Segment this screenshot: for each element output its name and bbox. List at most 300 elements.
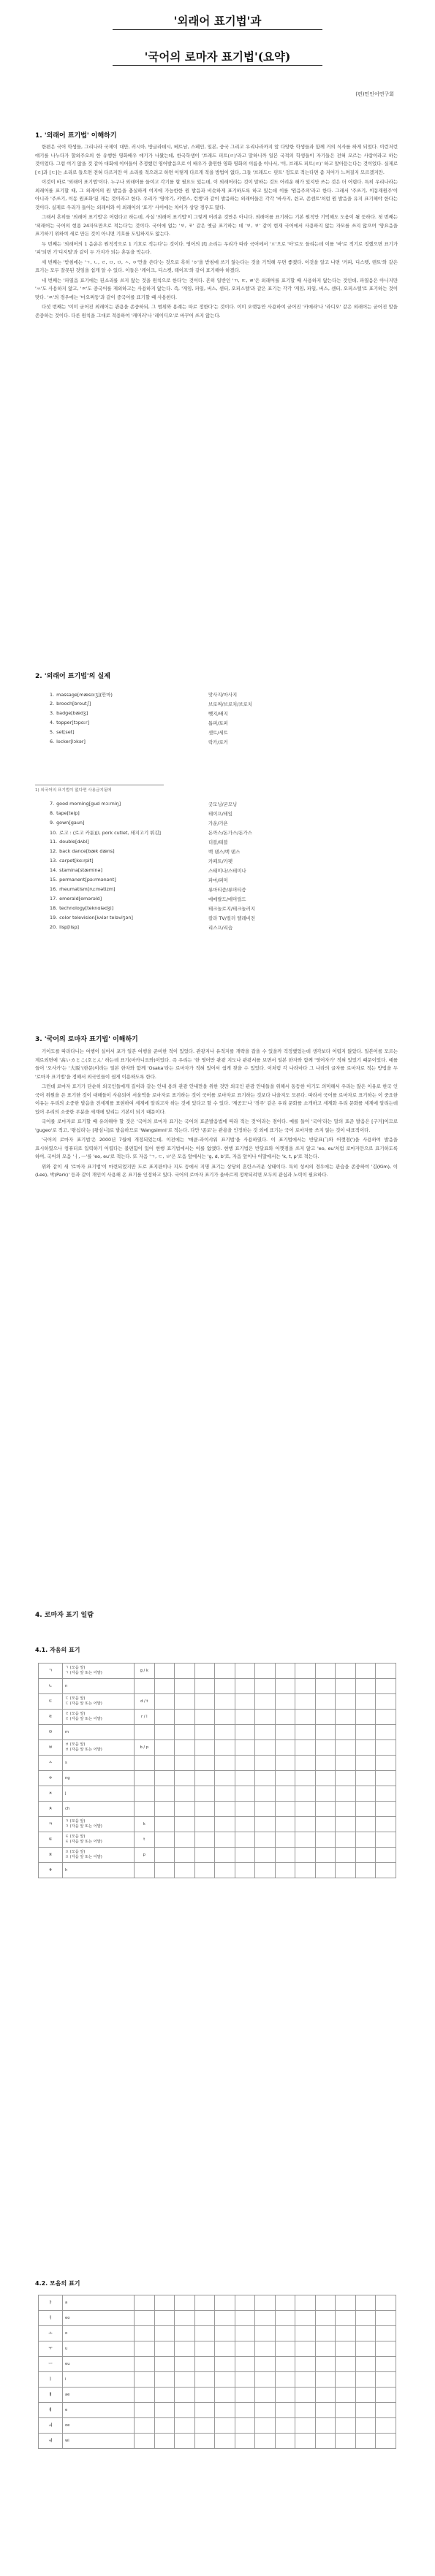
table-cell	[154, 2295, 175, 2311]
table-cell	[275, 1740, 295, 1756]
example-number: 6.	[50, 739, 55, 744]
table-cell: d / t	[135, 1694, 155, 1710]
table-row	[39, 2311, 396, 2326]
table-cell	[215, 1771, 235, 1786]
table-cell	[135, 2326, 155, 2341]
table-cell	[275, 1771, 295, 1786]
table-cell	[275, 1817, 295, 1832]
example-number: 3.	[50, 710, 55, 716]
example-source	[50, 701, 91, 706]
paragraph: 한편은 국어 학생들, 그리나라 국제이 대만, 러시아, 방글라데시, 베트남, 스페인, 일본, 중국 그리고 우리나라까지 앞 다양한 학생들과 함께 거의 식사를 하게 되었다. 이런저런 얘기를 나누다가 할외주오의 한 유행한 영화배우 얘기가 나왔는데, 한국학생이 '브래드 피트(ㄹ)'라고 말하니까 일본 국적의 학생들이 자기들은 전혀 모르는 사람이라고 하는 것이었다. 그럼 여기 앉을 것 같아 대회에 이어들어 추정했던 영어발음으로 이 배우가 출연한 영화 영화의 이름을 이나서, '이, 브래드 피트(ㄹ)' 하고 알아듣는다는 것이었다. 실제로 [ㄹ]과 [ㄷ]는 소리로 들으면 전혀 다르지만 이 소리를 적으려고 하면 이렇게 다르게 적을 방법이 없다, 그들 '브래드ㄷ 핏트' 정도로 적는다면 좀 지어가 느껴질지 모르겠지만.	[35, 144, 398, 175]
example-source	[50, 924, 79, 930]
table-row	[39, 1664, 396, 1679]
table-cell: t	[135, 1832, 155, 1848]
example-spelling-options: 톱퍼/토퍼	[208, 720, 228, 726]
table-cell	[215, 1786, 235, 1802]
example-spelling-options: 돈까스/돈가스/돈가스	[208, 830, 252, 836]
example-word: emerald[emərəld]	[59, 896, 102, 902]
table-cell	[154, 1740, 175, 1756]
table-cell	[355, 1694, 376, 1710]
subsection-vowels-heading: 4.2. 모음의 표기	[35, 2280, 80, 2287]
table-cell	[295, 1694, 316, 1710]
table-cell-letter: ㅋ	[39, 1817, 63, 1832]
paragraph: 세 번째는 '받침에는 'ㄱ, ㄴ, ㄹ, ㅁ, ㅂ, ㅅ, ㅇ'만을 쓴다'는 것으로 흑히 'ㅎ'을 받침에 쓰기 않는다는 것을 기억해 두면 좋겠다. 이것을 알고 나면 '커피, 디스켓, 텐트'와 같은 표기는 모두 잘못된 것임을 쉽게 알 수 있다. 이들은 '케이크, 디스켓, 테이프'와 같이 표기해야 하겠다.	[35, 259, 398, 273]
table-cell	[135, 1863, 155, 1878]
table-cell-label: ㄱ (모음 앞) ㄱ (자음 앞 또는 어말)	[63, 1664, 135, 1679]
table-cell	[255, 2434, 276, 2449]
table-cell	[215, 1694, 235, 1710]
table-cell	[376, 1832, 396, 1848]
table-cell	[255, 2403, 276, 2418]
example-word: carpet[kɑːrpit]	[59, 858, 94, 864]
table-cell	[194, 1740, 215, 1756]
example-spelling-options: 뺏지/배지	[208, 711, 228, 717]
table-cell	[336, 2403, 356, 2418]
table-cell	[255, 1848, 276, 1863]
table-cell	[336, 1756, 356, 1771]
table-row	[39, 1832, 396, 1848]
example-spelling-options: 셋트/세트	[208, 730, 228, 736]
table-cell	[255, 1817, 276, 1832]
table-cell	[215, 2295, 235, 2311]
table-row	[39, 1771, 396, 1786]
section-4-heading: 4. 로마자 표기 일람	[35, 1612, 94, 1619]
table-cell	[355, 2341, 376, 2357]
example-number: 1.	[50, 692, 55, 698]
example-spelling-options: 카페트/카펫	[208, 858, 233, 864]
table-cell	[154, 1848, 175, 1863]
table-cell	[355, 1664, 376, 1679]
table-cell	[315, 1786, 336, 1802]
example-spelling-options: 에메랄드/에머럴드	[208, 896, 246, 902]
table-cell	[355, 1710, 376, 1725]
table-cell	[255, 2341, 276, 2357]
table-cell	[154, 1756, 175, 1771]
table-cell	[215, 2341, 235, 2357]
table-cell	[376, 1710, 396, 1725]
table-cell	[215, 1725, 235, 1740]
table-cell	[376, 1664, 396, 1679]
table-cell	[315, 1802, 336, 1817]
table-cell	[215, 1740, 235, 1756]
section-1-heading: 1. '외래어 표기법' 이해하기	[35, 132, 117, 140]
table-cell	[275, 2341, 295, 2357]
table-cell-label: ng	[63, 1771, 135, 1786]
table-cell	[215, 1756, 235, 1771]
table-cell	[275, 2418, 295, 2434]
table-cell	[194, 1710, 215, 1725]
table-cell-label: m	[63, 1725, 135, 1740]
table-cell	[194, 2434, 215, 2449]
table-cell	[295, 1679, 316, 1694]
table-cell-letter: ㅍ	[39, 1848, 63, 1863]
table-cell	[194, 1832, 215, 1848]
table-cell-letter: ㅐ	[39, 2388, 63, 2403]
table-cell	[154, 1863, 175, 1878]
table-cell	[194, 1694, 215, 1710]
table-cell-letter: ㅔ	[39, 2403, 63, 2418]
example-number: 13.	[50, 858, 58, 864]
table-cell-letter: ㄱ	[39, 1664, 63, 1679]
table-cell	[255, 1802, 276, 1817]
table-cell	[175, 1802, 195, 1817]
table-cell	[215, 2372, 235, 2388]
table-cell	[135, 2295, 155, 2311]
table-cell	[315, 2341, 336, 2357]
table-cell	[154, 1725, 175, 1740]
table-cell	[355, 2326, 376, 2341]
table-cell	[135, 1771, 155, 1786]
table-cell	[154, 2341, 175, 2357]
table-cell: b / p	[135, 1740, 155, 1756]
table-cell	[275, 2434, 295, 2449]
table-cell	[376, 2295, 396, 2311]
table-cell	[295, 1802, 316, 1817]
table-cell	[175, 2418, 195, 2434]
table-cell	[235, 2418, 255, 2434]
example-word: topper[tɔpɑːr]	[56, 720, 90, 725]
table-cell	[175, 2326, 195, 2341]
subsection-consonants-heading: 4.1. 자음의 표기	[35, 1647, 80, 1653]
table-cell	[235, 2326, 255, 2341]
table-cell	[215, 2311, 235, 2326]
table-cell	[194, 2372, 215, 2388]
table-cell	[376, 2418, 396, 2434]
table-cell	[175, 1817, 195, 1832]
table-row	[39, 1756, 396, 1771]
table-cell	[235, 1710, 255, 1725]
table-cell	[295, 1817, 316, 1832]
table-cell	[215, 1848, 235, 1863]
paragraph: 국어를 로마자로 표기할 때 유의해야 할 것은 '국어의 로마자 표기는 국어의 표준발음법에 따라 적는 것'이라는 점이다. 예를 들어 '국어'라는 말의 표준 발음은 [구거]이므로 'gugeo'로 적고, '왕십리'는 [왕심니]로 발음하므로 'Wangsimni'로 적는다. 다만 '종로'는 관용을 인정하는 것 외에 표기는 국어 로마자를 쓰지 않는 것이 대표적이다.	[35, 1119, 398, 1133]
table-cell-letter: ㅗ	[39, 2326, 63, 2341]
title-rule	[113, 65, 322, 66]
table-cell	[315, 2295, 336, 2311]
table-row	[39, 2357, 396, 2372]
table-cell	[295, 1740, 316, 1756]
table-cell	[355, 1848, 376, 1863]
table-cell	[295, 1832, 316, 1848]
table-cell	[315, 1664, 336, 1679]
paragraph: 네 번째는 '파열음 표기에는 된소리를 쓰지 않는 것을 원칙으로 한다'는 것이다. 흔히 일반인 'ㄲ, ㄸ, ㅃ'은 외래어를 표기할 때 사용하지 않는다는 것인데, 파열음은 아니지만 'ㅆ'도 사용하지 않고, 'ㅉ'도 중국어를 제외하고는 사용하지 않는다. 즉, '게임, 파일, 버스, 센터, 오피스텔'과 같은 표기는 각각 '게임, 파일, 버스, 센터, 오피스텔'로 표기하는 것이 맞다. 'ㅉ'의 경우에는 '마오쩌둥'과 같이 중국어를 표기할 때 사용한다.	[35, 277, 398, 300]
table-cell	[315, 2311, 336, 2326]
table-cell-letter: ㅇ	[39, 1771, 63, 1786]
table-cell	[175, 2403, 195, 2418]
table-cell	[215, 2434, 235, 2449]
example-source	[50, 839, 89, 845]
example-spelling-options: 굿모닝/굳모닝	[208, 801, 238, 807]
table-cell	[355, 2434, 376, 2449]
table-cell	[154, 1802, 175, 1817]
table-cell	[215, 1863, 235, 1878]
table-cell	[315, 2418, 336, 2434]
table-cell	[336, 1664, 356, 1679]
example-number: 15.	[50, 877, 58, 883]
table-cell	[275, 2357, 295, 2372]
table-cell-letter: ㅣ	[39, 2372, 63, 2388]
table-cell	[215, 1802, 235, 1817]
table-cell	[235, 1817, 255, 1832]
table-cell	[355, 1863, 376, 1878]
table-cell-label: ch	[63, 1802, 135, 1817]
table-cell	[215, 2418, 235, 2434]
table-cell	[255, 1756, 276, 1771]
example-source	[50, 739, 86, 744]
table-cell	[175, 2295, 195, 2311]
table-cell	[315, 1740, 336, 1756]
example-number: 2.	[50, 701, 55, 706]
table-cell	[215, 1679, 235, 1694]
table-cell	[175, 2341, 195, 2357]
table-cell	[376, 1802, 396, 1817]
table-cell	[295, 2341, 316, 2357]
table-cell	[194, 2341, 215, 2357]
table-cell	[255, 1771, 276, 1786]
table-cell	[255, 2357, 276, 2372]
table-cell	[154, 1679, 175, 1694]
example-source	[50, 896, 102, 902]
example-spelling-options: 류마티즘/류머티즘	[208, 887, 246, 893]
table-cell	[235, 1771, 255, 1786]
table-cell	[235, 1863, 255, 1878]
table-cell	[255, 1694, 276, 1710]
table-cell: g / k	[135, 1664, 155, 1679]
table-cell	[235, 1725, 255, 1740]
table-cell-label: h	[63, 1863, 135, 1878]
table-cell	[235, 2357, 255, 2372]
paragraph: 다섯 번째는 '이미 굳어진 외래어는 관용을 존중하되, 그 범위와 용례는 따로 정한다'는 것이다. 이미 오랫동안 사용하여 굳어진 '카메라'나 '라디오' 같은 외래어는 굳어진 말을 존중하는 것이다. 다른 원칙을 그대로 적용하여 '캐머러'나 '레이디오'로 바꾸어 쓰지 않는다.	[35, 304, 398, 319]
table-cell	[295, 2372, 316, 2388]
table-cell	[255, 1832, 276, 1848]
example-number: 20.	[50, 924, 58, 930]
table-cell	[175, 1694, 195, 1710]
table-cell	[355, 2357, 376, 2372]
table-cell	[355, 2388, 376, 2403]
table-cell	[135, 2403, 155, 2418]
table-cell	[235, 2434, 255, 2449]
table-cell	[255, 1740, 276, 1756]
example-source	[50, 829, 161, 836]
table-cell	[215, 1664, 235, 1679]
table-cell	[376, 1817, 396, 1832]
table-cell	[175, 1756, 195, 1771]
example-source	[50, 710, 88, 716]
section-1-body	[35, 143, 398, 321]
table-cell	[315, 2434, 336, 2449]
table-cell	[376, 1679, 396, 1694]
example-spelling-options: 더블/떠블	[208, 839, 228, 845]
table-cell	[336, 1786, 356, 1802]
table-cell	[255, 1710, 276, 1725]
table-cell	[194, 1863, 215, 1878]
example-spelling-options: 락카/로커	[208, 739, 228, 745]
table-row	[39, 2295, 396, 2311]
table-cell	[275, 1710, 295, 1725]
table-cell	[355, 1756, 376, 1771]
table-cell-letter: ㄴ	[39, 1679, 63, 1694]
example-word: 로고 : (로고 카툰)[l, pork cutlet, 돼지고기 튀김]	[59, 830, 162, 836]
paragraph: 그래서 흔히들 '외래어 표기법'은 어렵다고 하는데, 사실 '외래어 표기법'이 그렇게 어려운 것만은 아니다. 외래어를 표기하는 기본 원칙만 기억해도 도움이 될 듯하다. 첫 번째는 '외래어는 국어의 현용 24자모만으로 적는다'는 것이다. 국어에 없는 'ㅸ, ㆄ' 같은 옛글 표기하는 데 'ㅸ, ㅸ' 같이 현재 국어에서 사용하지 않는 자모를 쓰지 않으며 '양요음을 표기하기 위하여 새로 만든 것이 아니면 기호를 도입하지도 않는다.	[35, 214, 398, 237]
table-cell	[295, 2388, 316, 2403]
table-cell	[336, 2434, 356, 2449]
table-cell-label: i	[63, 2372, 135, 2388]
table-cell	[275, 1832, 295, 1848]
table-cell	[255, 2326, 276, 2341]
table-cell	[194, 2326, 215, 2341]
table-cell	[376, 1771, 396, 1786]
table-cell-letter: ㅊ	[39, 1802, 63, 1817]
example-number: 7.	[50, 801, 55, 807]
table-cell	[175, 1679, 195, 1694]
table-row	[39, 1786, 396, 1802]
table-cell	[175, 1832, 195, 1848]
example-source	[50, 810, 80, 816]
table-cell	[376, 1725, 396, 1740]
table-cell	[154, 2434, 175, 2449]
table-cell	[175, 1710, 195, 1725]
table-cell	[315, 2357, 336, 2372]
table-cell	[194, 1817, 215, 1832]
table-cell	[135, 1786, 155, 1802]
table-cell-label: ㄷ (모음 앞) ㄷ (자음 앞 또는 어말)	[63, 1694, 135, 1710]
table-cell	[295, 2326, 316, 2341]
table-cell: k	[135, 1817, 155, 1832]
table-cell-letter: ㅜ	[39, 2341, 63, 2357]
table-cell	[376, 2403, 396, 2418]
table-cell	[336, 2326, 356, 2341]
table-cell	[275, 2311, 295, 2326]
table-cell	[275, 1664, 295, 1679]
example-word: set[set]	[56, 729, 75, 735]
title-rule	[113, 29, 322, 30]
table-cell	[135, 2434, 155, 2449]
example-word: double[dʌbl]	[59, 839, 89, 845]
table-cell	[315, 1817, 336, 1832]
table-cell	[315, 1756, 336, 1771]
table-cell	[336, 1817, 356, 1832]
table-cell	[194, 1679, 215, 1694]
table-row	[39, 2341, 396, 2357]
table-cell	[275, 1848, 295, 1863]
table-cell-label: s	[63, 1756, 135, 1771]
example-source	[50, 905, 113, 911]
table-cell	[315, 2388, 336, 2403]
table-cell	[235, 1832, 255, 1848]
table-cell	[376, 2311, 396, 2326]
table-cell	[355, 1832, 376, 1848]
example-number: 16.	[50, 886, 58, 892]
paragraph: 이것이 바로 '외래어 표기법'이다. 누구나 외래어를 들여고 각기를 할 필요도 있는데, 이 외래어라는 것이 말하는 것도 어려운 해가 있지만 쓰는 것은 더 어렵다. 특히 우리나라는 외래어를 표기할 때, 그 외래어의 원 발음을 충실하게 여지에 가능한한 원 발음과 비슷하게 표기하도록 하고 있는데 이를 '원음주의'라고 한다. 그래서 '주쓰기, 이동재원주'이 아니라 '주쓰기, 이동 원표화'된 게는 것이라고 한다. 우리가 '영야기, 키엔스, 런챙'과 같이 발음하는 외래어들은 각각 '바사지, 쉰교, 존센트'처럼 원 발음을 유지 표기해야 한다는 것이다. 실제로 우리가 들어는 외래어와 이 외래어의 '표기' 사이에는 차이가 상당 경우도 많다.	[35, 179, 398, 210]
table-cell	[376, 2326, 396, 2341]
section-3-heading: 3. '국어의 로마자 표기법' 이해하기	[35, 1036, 138, 1043]
table-row	[39, 2403, 396, 2418]
table-cell	[295, 2418, 316, 2434]
example-number: 12.	[50, 848, 58, 854]
author-credit: (편)민인어연구회	[355, 91, 394, 97]
table-cell	[295, 1756, 316, 1771]
example-source	[50, 915, 133, 921]
table-cell	[376, 2357, 396, 2372]
table-cell	[336, 2311, 356, 2326]
table-cell	[315, 1863, 336, 1878]
table-cell	[315, 1679, 336, 1694]
example-word: gown[gaun]	[56, 820, 85, 826]
table-cell: p	[135, 1848, 155, 1863]
vowel-table	[38, 2295, 396, 2449]
example-source	[50, 877, 116, 883]
table-cell-label: ㅌ (모음 앞) ㅌ (자음 앞 또는 어말)	[63, 1832, 135, 1848]
table-cell	[255, 2311, 276, 2326]
table-cell-label: ㅂ (모음 앞) ㅂ (자음 앞 또는 어말)	[63, 1740, 135, 1756]
table-cell	[376, 1786, 396, 1802]
example-number: 19.	[50, 915, 58, 921]
example-number: 4.	[50, 720, 55, 725]
paragraph: '국어의 로마자 표기법'은 2000년 7월에 개정되었는데, 이전에는 '매큔-라이샤워 표기법'을 사용하였다. 이 표기법에서는 반달표(˘)와 어깻점(')을 사용하여 발음을 표시하였으나 컴퓨터로 입력하기 어렵다는 불편함이 있어 현행 표기법에서는 이를 없앴다. 현행 표기법은 반달표와 어깻점을 쓰지 않고 'eo, eu'처럼 로마자만으로 표기하도록 하여, 국어의 모음 'ㅓ, ㅡ'를 'eo, eu'로 적는다. 또 자음 'ㄱ, ㄷ, ㅂ'은 모음 앞에서는 'g, d, b'로, 자음 앞이나 어말에서는 'k, t, p'로 적는다.	[35, 1137, 398, 1159]
table-cell-label: eu	[63, 2357, 135, 2372]
example-word: back dance[bæk dæns]	[59, 848, 115, 854]
table-cell-label: e	[63, 2403, 135, 2418]
table-cell	[175, 1740, 195, 1756]
table-cell	[215, 2403, 235, 2418]
table-cell	[275, 2388, 295, 2403]
paragraph: 기이도를 따라다니는 여행이 실어서 포가 일본 여행을 준비한 적이 있었다. 관광지나 유적지를 개략을 잡을 수 있을까 걱정했었는데 생각보다 어렵지 않았다. 일본어를 모르는 제로외면에 '高いカとこ(호とん' 하는데 표기(마카니요와)이었다. 즉 우리는 '한 영어만 관광 지도나 관광서를 보면서 일본 한자와 함께 '영어자가' 적혀 있었기 때문이었다. 예를 들어 '오사카'는 '大阪'(한문)이라는 일본 한자와 함께 'Osaka'라는 로마자가 적혀 있어서 쉽게 찾을 수 있었다. 이처럼 각 나라마다 그 나라의 글자를 로마자로 적는 방법을 두 '로마자 표기법'을 정해서 외국인들이 쉽게 이용하도록 한다.	[35, 1048, 398, 1080]
table-cell-label: wi	[63, 2434, 135, 2449]
table-cell	[154, 1664, 175, 1679]
table-cell	[154, 2418, 175, 2434]
table-cell	[336, 2341, 356, 2357]
example-spelling-options: 백 댄스/백 댄스	[208, 849, 241, 855]
example-word: permanent[pəːrmənənt]	[59, 877, 116, 883]
table-cell	[336, 1710, 356, 1725]
table-cell	[275, 2403, 295, 2418]
table-cell	[215, 1817, 235, 1832]
table-cell	[255, 2388, 276, 2403]
table-cell	[154, 1786, 175, 1802]
table-cell	[376, 1848, 396, 1863]
table-cell	[215, 1710, 235, 1725]
example-spelling-options: 스태미나/스테미나	[208, 868, 246, 874]
table-cell	[135, 2357, 155, 2372]
table-cell	[355, 1817, 376, 1832]
paragraph: 위와 같이 새 '로마자 표기법'이 마련되었지만 도로 표지판이나 지도 등에서 지명 표기는 상당히 혼란스러운 상태이다. 특히 성씨의 경우에는 관습을 존중하여 '김(Kim), 이(Lee), 박(Park)' 등과 같이 개인이 사용해 온 표기를 인정하고 있다. 국어의 로마자 표기가 올바르게 정착되려면 모두의 관심과 노력이 필요하다.	[35, 1163, 398, 1178]
table-cell	[194, 1725, 215, 1740]
table-cell-letter: ㅌ	[39, 1832, 63, 1848]
table-cell	[235, 2372, 255, 2388]
table-row	[39, 1740, 396, 1756]
table-cell	[295, 2311, 316, 2326]
table-cell	[255, 2295, 276, 2311]
table-cell	[175, 2434, 195, 2449]
table-cell	[355, 2372, 376, 2388]
example-word: color television[kʌlər teləviʒən]	[59, 915, 133, 921]
example-word: good morning[gud mɔːrniŋ]	[56, 801, 121, 807]
table-cell	[215, 2388, 235, 2403]
table-cell	[194, 2418, 215, 2434]
table-cell	[194, 2357, 215, 2372]
example-word: brooch[brout∫]	[56, 701, 91, 706]
section-2-heading: 2. '외래어 표기법'의 실제	[35, 673, 110, 680]
table-cell	[235, 2295, 255, 2311]
example-spelling-options: 파마/퍼머	[208, 877, 228, 883]
table-cell	[135, 2388, 155, 2403]
table-cell	[336, 1771, 356, 1786]
table-cell	[295, 2295, 316, 2311]
paragraph: 그런데 로마자 표기가 단순히 외국인들에게 길이라 같는 안내 용의 관광 안내만을 위한 것만 외국인 관광 안내들을 위해서 동등한 이기도 의미해서 우리는 많은 이유로 한국 인 국어 위원을 쓴 표기한 것이 대해들이 사용되어 서울역을 로마자로 표기하는 것이 국어를 로마자로 표기하는 것보다 나을지도 모른다. 따라서 국어를 로마자로 표기하는 이 중요한 이유는 우리의 소중한 발음을 전세계를 표현하여 세계에 알리고자 하는 것에 있다고 할 수 있다. '제공도'나 '경주' 같은 우리 문화를 소개하고 세계화 우리 문화를 세계에 알리는데 있어 우리의 소중한 무분을 세계에 알리는 기본이 되기 때문이다.	[35, 1083, 398, 1115]
table-row	[39, 1848, 396, 1863]
consonant-table	[38, 1663, 396, 1878]
table-cell	[355, 1786, 376, 1802]
table-cell	[194, 1771, 215, 1786]
